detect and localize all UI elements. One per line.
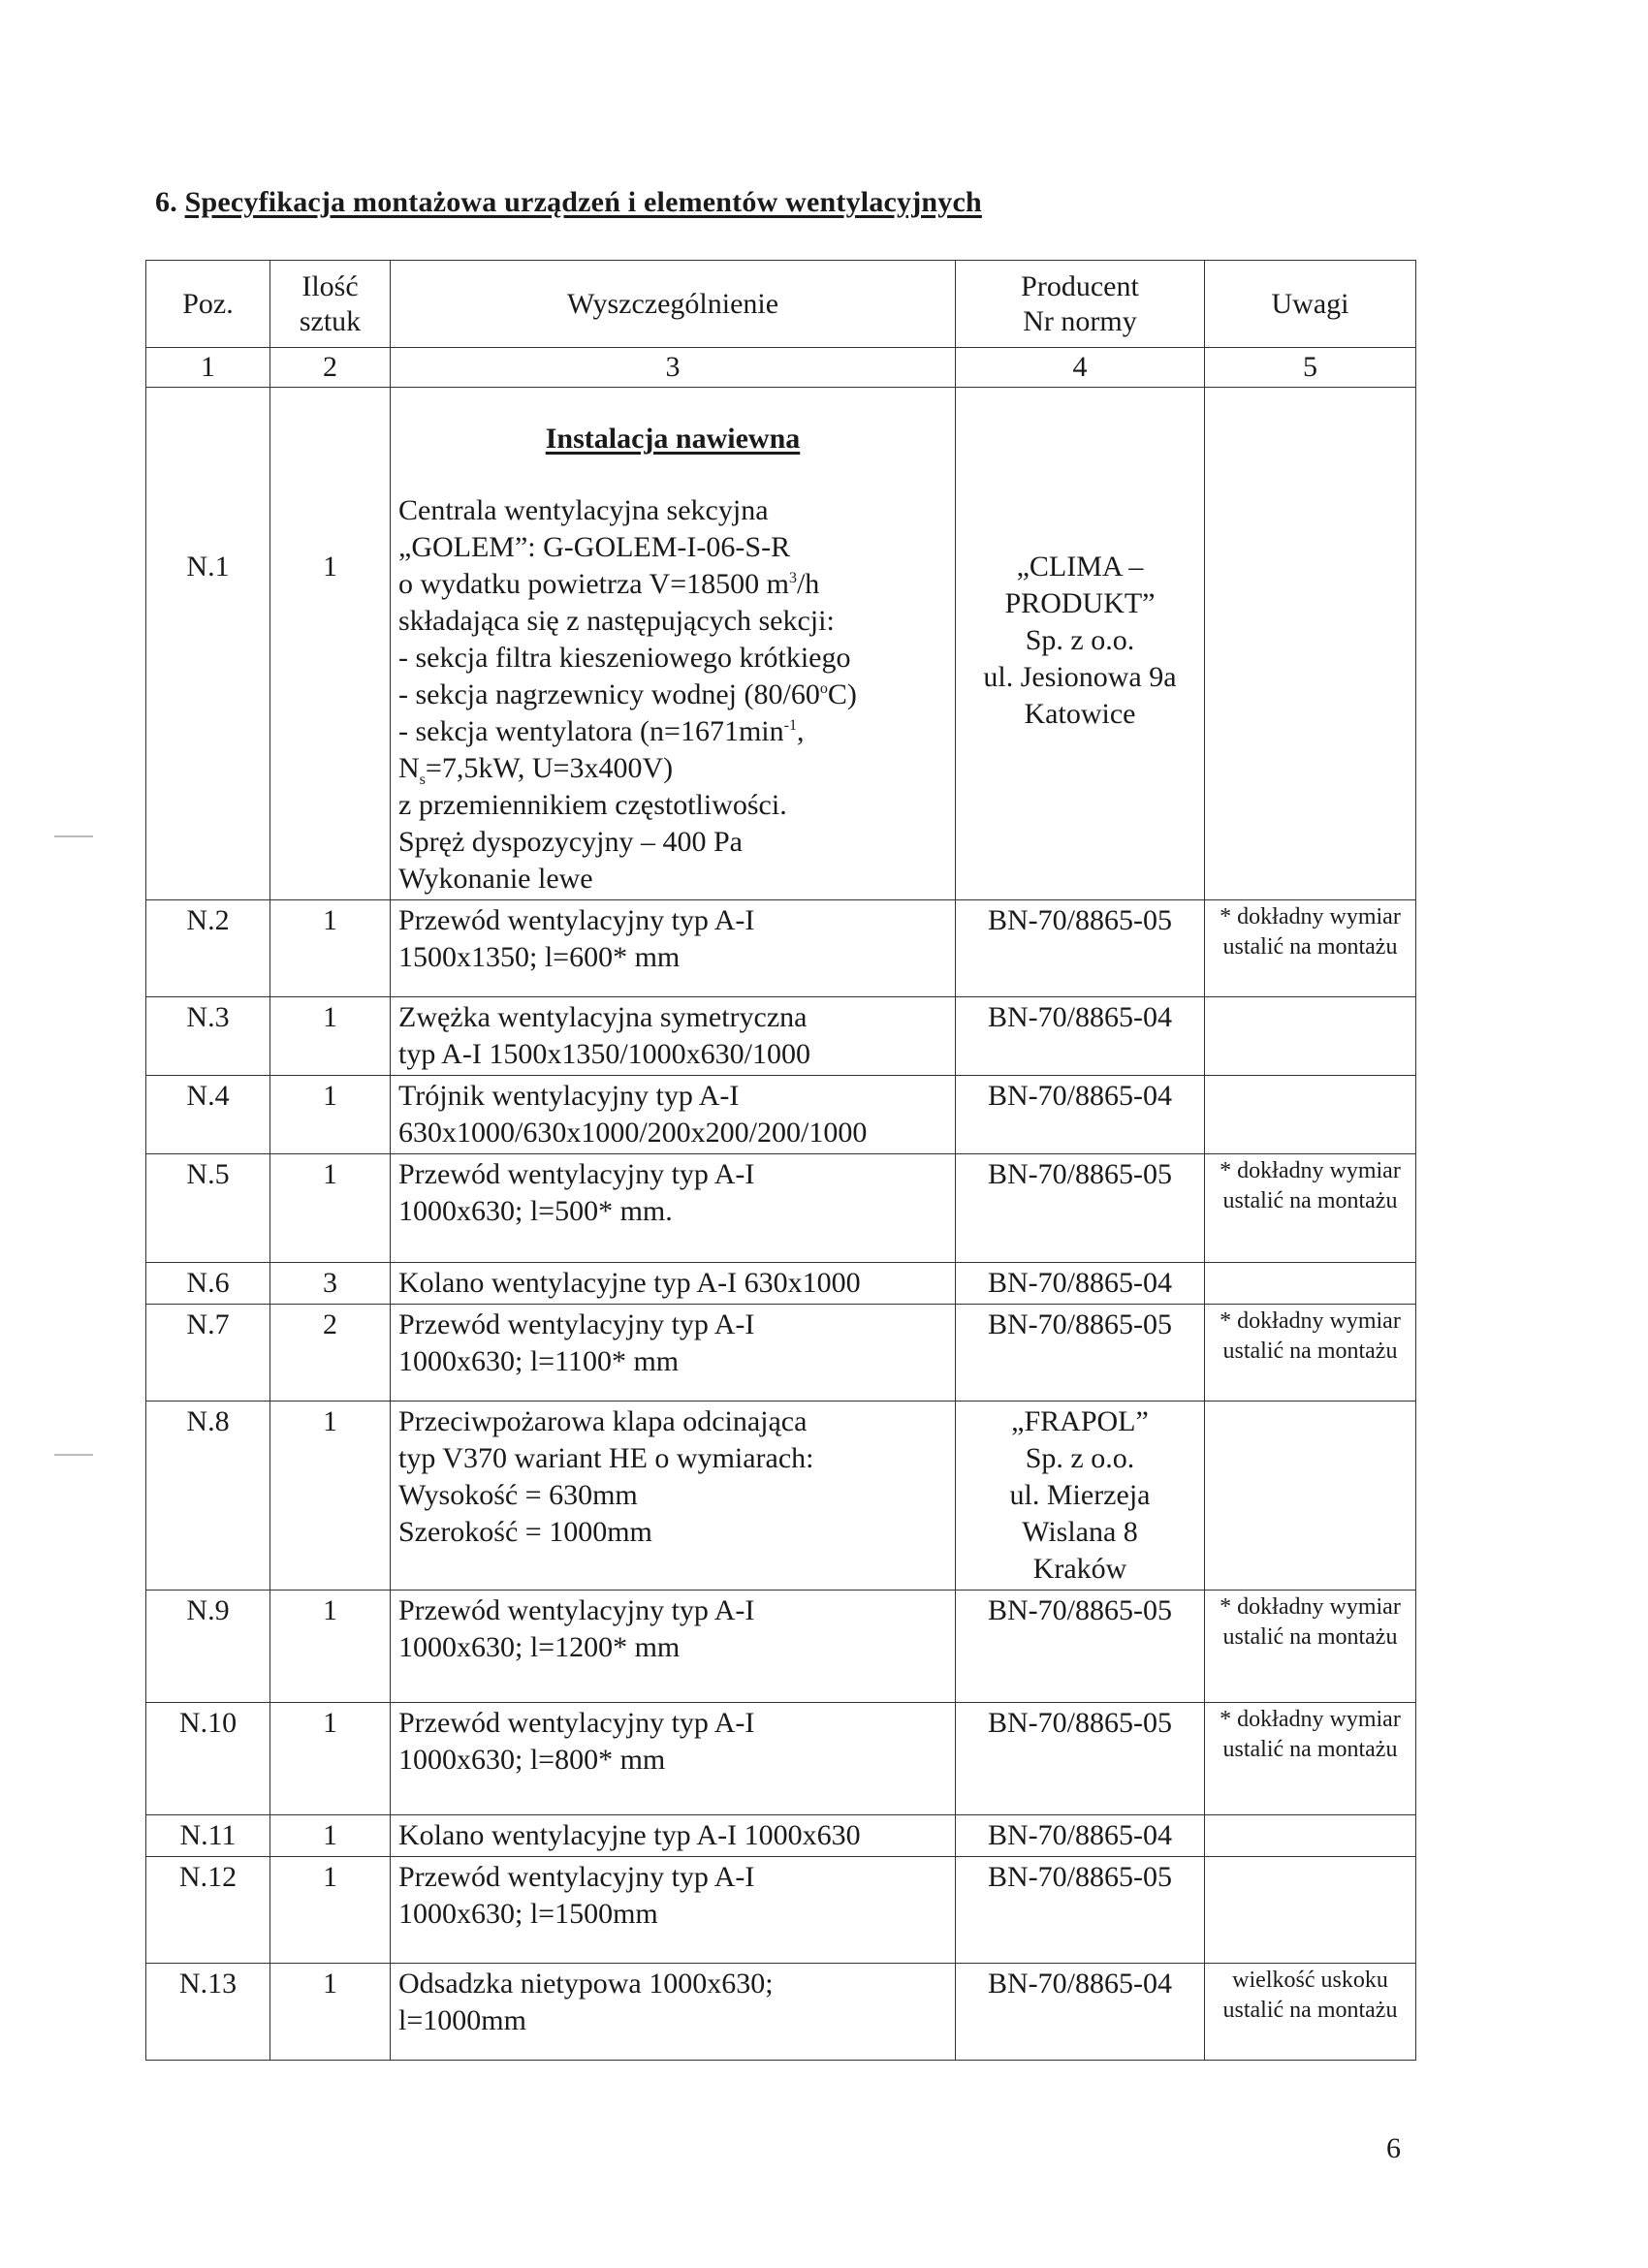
row-notes: [1205, 1076, 1416, 1154]
table-row: [146, 1402, 1416, 1591]
table-row: [146, 1815, 1416, 1857]
desc-line: 630x1000/630x1000/200x200/200/1000: [398, 1117, 868, 1149]
desc-line: Przewód wentylacyjny typ A-I: [398, 1158, 755, 1190]
row-description: [391, 1305, 956, 1402]
table-row: [146, 1076, 1416, 1154]
desc-line: Wykonanie lewe: [398, 863, 593, 895]
row-notes: [1205, 388, 1416, 900]
row-producer: [956, 388, 1205, 900]
row-qty: 1: [270, 388, 391, 900]
row-description: [391, 1857, 956, 1964]
table-row: [146, 1591, 1416, 1703]
scan-mark: [54, 835, 93, 837]
producer-line: Kraków: [1032, 1553, 1127, 1585]
page-number: 6: [1386, 2132, 1401, 2164]
desc-line: Przewód wentylacyjny typ A-I: [398, 1707, 755, 1739]
row-norm: BN-70/8865-04: [956, 1964, 1205, 2061]
row-norm: BN-70/8865-05: [956, 1154, 1205, 1263]
producer-line: ul. Jesionowa 9a: [983, 661, 1177, 693]
producer-line: Katowice: [1024, 698, 1136, 730]
desc-line: - sekcja filtra kieszeniowego krótkiego: [398, 642, 851, 674]
table-row: [146, 997, 1416, 1076]
column-number: 4: [956, 348, 1205, 388]
desc-line: Szerokość = 1000mm: [398, 1516, 652, 1548]
row-norm: BN-70/8865-04: [956, 1076, 1205, 1154]
desc-line: typ A-I 1500x1350/1000x630/1000: [398, 1038, 810, 1070]
row-notes: * dokładny wymiar ustalić na montażu: [1205, 1703, 1416, 1815]
row-pos: N.8: [146, 1402, 270, 1591]
row-description: [391, 997, 956, 1076]
header-producer-line1: Producent: [1021, 269, 1139, 302]
row-qty: 1: [270, 900, 391, 997]
row-description: [391, 388, 956, 900]
table-row: [146, 388, 1416, 900]
row-qty: 1: [270, 1857, 391, 1964]
row-pos: N.6: [146, 1263, 270, 1305]
row-norm: BN-70/8865-04: [956, 997, 1205, 1076]
table-row: [146, 1857, 1416, 1964]
row-pos: N.11: [146, 1815, 270, 1857]
desc-line: typ V370 wariant HE o wymiarach:: [398, 1442, 814, 1474]
header-producer: [956, 261, 1205, 348]
desc-line: składająca się z następujących sekcji:: [398, 605, 835, 637]
desc-line: - sekcja wentylatora ($n=1671\min^{-1}$,: [398, 715, 805, 747]
row-notes: * dokładny wymiar ustalić na montażu: [1205, 1591, 1416, 1703]
row-norm: BN-70/8865-05: [956, 1703, 1205, 1815]
producer-line: Sp. z o.o.: [1025, 624, 1135, 656]
row-notes: * dokładny wymiar ustalić na montażu: [1205, 900, 1416, 997]
header-pos: Poz.: [146, 261, 270, 348]
row-description: [391, 1703, 956, 1815]
row-description: Kolano wentylacyjne typ A-I 630x1000: [391, 1263, 956, 1305]
row-notes: wielkość uskoku ustalić na montażu: [1205, 1964, 1416, 2061]
row-pos: N.10: [146, 1703, 270, 1815]
desc-line: Spręż dyspozycyjny – 400 Pa: [398, 826, 743, 858]
table-row: [146, 1154, 1416, 1263]
row-pos: N.2: [146, 900, 270, 997]
table-row: [146, 1703, 1416, 1815]
desc-line: Przewód wentylacyjny typ A-I: [398, 1594, 755, 1626]
title-number: 6.: [155, 186, 177, 218]
row-norm: BN-70/8865-04: [956, 1815, 1205, 1857]
title-text: Specyfikacja montażowa urządzeń i elementów wentylacyjnych: [184, 186, 982, 218]
header-qty-line1: Ilość: [301, 269, 359, 302]
producer-line: „CLIMA –: [1016, 551, 1144, 583]
desc-line: Przewód wentylacyjny typ A-I: [398, 1861, 755, 1893]
row-description: [391, 1402, 956, 1591]
row-notes: [1205, 1263, 1416, 1305]
row-pos: N.3: [146, 997, 270, 1076]
column-number-row: [146, 348, 1416, 388]
row-description: [391, 1154, 956, 1263]
table-row: [146, 1305, 1416, 1402]
row-description: [391, 1964, 956, 2061]
header-qty-line2: sztuk: [299, 304, 362, 337]
desc-line: Centrala wentylacyjna sekcyjna: [398, 494, 769, 526]
table-row: [146, 1263, 1416, 1305]
row-norm: BN-70/8865-05: [956, 1857, 1205, 1964]
row-notes: [1205, 1402, 1416, 1591]
desc-line: Trójnik wentylacyjny typ A-I: [398, 1080, 740, 1112]
row-pos: N.13: [146, 1964, 270, 2061]
row-pos: N.1: [146, 388, 270, 900]
desc-line: 1500x1350; l=600* mm: [398, 941, 681, 973]
column-number: 3: [391, 348, 956, 388]
desc-line: 1000x630; l=1200* mm: [398, 1631, 681, 1663]
row-notes: * dokładny wymiar ustalić na montażu: [1205, 1305, 1416, 1402]
desc-line: Przewód wentylacyjny typ A-I: [398, 1308, 755, 1340]
header-spec: Wyszczególnienie: [391, 261, 956, 348]
producer-line: Wislana 8: [1022, 1516, 1138, 1548]
row-pos: N.7: [146, 1305, 270, 1402]
row-pos: N.5: [146, 1154, 270, 1263]
document-title: [155, 186, 982, 219]
header-notes: Uwagi: [1205, 261, 1416, 348]
desc-line: - sekcja nagrzewnicy wodnej (80/60$^o$C): [398, 678, 857, 710]
row-qty: 1: [270, 1402, 391, 1591]
header-qty: [270, 261, 391, 348]
desc-line: 1000x630; l=1100* mm: [398, 1345, 680, 1377]
desc-line: o wydatku powietrza V=18500 $m^3/h$: [398, 568, 820, 600]
row-norm: BN-70/8865-05: [956, 900, 1205, 997]
desc-line: Wysokość = 630mm: [398, 1479, 638, 1511]
header-producer-line2: Nr normy: [1023, 304, 1137, 337]
row-qty: 1: [270, 997, 391, 1076]
producer-line: ul. Mierzeja: [1009, 1479, 1151, 1511]
row-description: [391, 900, 956, 997]
specification-table: [145, 260, 1416, 2061]
scan-mark: [54, 1454, 93, 1456]
row-qty: 3: [270, 1263, 391, 1305]
desc-line: Odsadzka nietypowa 1000x630;: [398, 1968, 774, 2000]
desc-line: 1000x630; l=500* mm.: [398, 1195, 673, 1227]
table-row: [146, 900, 1416, 997]
desc-line: z przemiennikiem częstotliwości.: [398, 789, 787, 821]
header-row: [146, 261, 1416, 348]
column-number: 2: [270, 348, 391, 388]
row-qty: 1: [270, 1815, 391, 1857]
row-notes: * dokładny wymiar ustalić na montażu: [1205, 1154, 1416, 1263]
row-pos: N.9: [146, 1591, 270, 1703]
table-row: [146, 1964, 1416, 2061]
row-notes: [1205, 1815, 1416, 1857]
desc-line: Zwężka wentylacyjna symetryczna: [398, 1001, 808, 1033]
row-qty: 1: [270, 1964, 391, 2061]
column-number: 1: [146, 348, 270, 388]
column-number: 5: [1205, 348, 1416, 388]
desc-line: Przewód wentylacyjny typ A-I: [398, 904, 755, 936]
desc-line: „GOLEM”: G-GOLEM-I-06-S-R: [398, 531, 791, 563]
producer-line: „FRAPOL”: [1011, 1405, 1149, 1437]
row-qty: 2: [270, 1305, 391, 1402]
row-norm: BN-70/8865-05: [956, 1591, 1205, 1703]
row-norm: BN-70/8865-05: [956, 1305, 1205, 1402]
row-norm: BN-70/8865-04: [956, 1263, 1205, 1305]
desc-line: $N_s=7,5kW$, U=3x400V): [398, 752, 674, 788]
row-qty: 1: [270, 1703, 391, 1815]
row-pos: N.4: [146, 1076, 270, 1154]
row-producer: [956, 1402, 1205, 1591]
row-description: Kolano wentylacyjne typ A-I 1000x630: [391, 1815, 956, 1857]
row-qty: 1: [270, 1076, 391, 1154]
section-title: Instalacja nawiewna: [545, 423, 801, 455]
row-qty: 1: [270, 1591, 391, 1703]
row-description: [391, 1076, 956, 1154]
desc-line: 1000x630; l=800* mm: [398, 1744, 666, 1776]
row-notes: [1205, 1857, 1416, 1964]
row-pos: N.12: [146, 1857, 270, 1964]
desc-line: l=1000mm: [398, 2004, 526, 2036]
row-description: [391, 1591, 956, 1703]
desc-line: 1000x630; l=1500mm: [398, 1898, 658, 1930]
producer-line: Sp. z o.o.: [1025, 1442, 1135, 1474]
producer-line: PRODUKT”: [1004, 587, 1156, 619]
desc-line: Przeciwpożarowa klapa odcinająca: [398, 1405, 808, 1437]
row-qty: 1: [270, 1154, 391, 1263]
row-notes: [1205, 997, 1416, 1076]
